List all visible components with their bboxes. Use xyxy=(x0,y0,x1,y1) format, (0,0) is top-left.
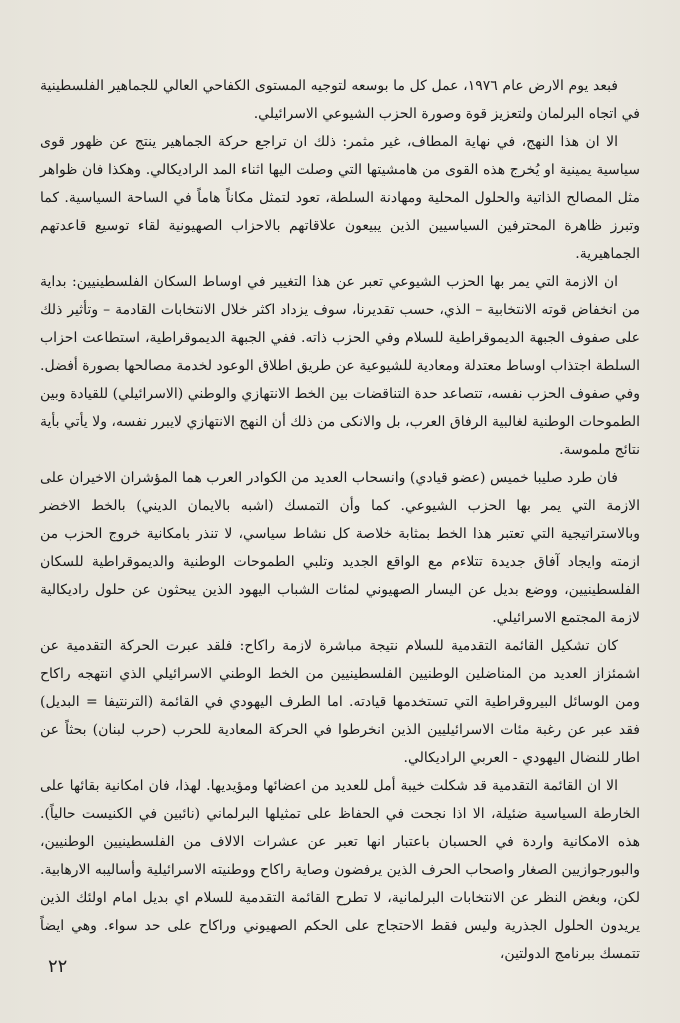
paragraph-1: فبعد يوم الارض عام ١٩٧٦، عمل كل ما بوسعه لتوجيه المستوى الكفاحي العالي للجماهير الفلسطينية في اتجاه البرلمان ولتعزيز قوة وصورة الحزب الشيوعي الاسرائيلي. xyxy=(40,78,640,122)
paragraph-4: فان طرد صليبا خميس (عضو قيادي) وانسحاب العديد من الكوادر العرب هما المؤشران الاخيران على الازمة التي يمر بها الحزب الشيوعي. كما وأن التمسك (اشبه بالايمان الديني) بالخط الاخضر وبالاستراتيجية التي تعتبر هذا الخط بمثابة خلاصة كل نشاط سياسي، لا تنذر بامكانية خروج الحزب من ازمته وايجاد آفاق جديدة تتلاءم مع الواقع الجديد وتلبي الطموحات الوطنية والديموقراطية للسكان الفلسطينيين، ووضع بديل عن اليسار الصهيوني لمئات الشباب اليهود الذين يبحثون عن حلول راديكالية لازمة المجتمع الاسرائيلي. xyxy=(40,470,640,626)
paragraph-3: ان الازمة التي يمر بها الحزب الشيوعي تعبر عن هذا التغيير في اوساط السكان الفلسطينيين: بداية من انخفاض قوته الانتخابية – الذي، حسب تقديرنا، سوف يزداد اكثر خلال الانتخابات القادمة – وتأثير ذلك على صفوف الجبهة الديموقراطية للسلام وفي الحزب ذاته. ففي الجبهة الديموقراطية، استطاعت احزاب السلطة اجتذاب اوساط معتدلة ومعادية للشيوعية عن طريق اطلاق الوعود لخدمة مصالحها بصورة أفضل. وفي صفوف الحزب نفسه، تتصاعد حدة التناقضات بين الخط الانتهازي والوطني (الاسرائيلي) للقيادة وبين الطموحات الوطنية لغالبية الرفاق العرب، بل والانكى من ذلك أن النهج الانتهازي لايبرر نفسه، ولا يأتي بأية نتائج ملموسة. xyxy=(40,274,640,458)
paragraph-2: الا ان هذا النهج، في نهاية المطاف، غير مثمر: ذلك ان تراجع حركة الجماهير ينتج عن ظهور قوى سياسية يمينية او يُخرج هذه القوى من هامشيتها التي وصلت اليها اثناء المد الراديكالي. وهكذا فان ظواهر مثل المصالح الذاتية والحلول المحلية ومهادنة السلطة، تعود لتمثل مكاناً هاماً في الساحة السياسية. كما وتبرز ظاهرة المحترفين السياسيين الذين يبيعون علاقاتهم بالاحزاب الصهيونية لقاء توسيع قاعدتهم الجماهيرية. xyxy=(40,134,640,262)
body-text xyxy=(40,72,640,968)
paragraph-6: الا ان القائمة التقدمية قد شكلت خيبة أمل للعديد من اعضائها ومؤيديها. لهذا، فان امكانية بقائها على الخارطة السياسية ضئيلة، الا اذا نجحت في الحفاظ على تمثيلها البرلماني (نائبين في الكنيست حالياً). هذه الامكانية واردة في الحسبان باعتبار انها تعبر عن عشرات الالاف من الفلسطينيين الوطنيين، والبورجوازيين الصغار واصحاب الحرف الذين يرفضون وصاية راكاح ووطنيته الاسرائيلية وأساليبه الارهابية. لكن، وبغض النظر عن الانتخابات البرلمانية، لا تطرح القائمة التقدمية للسلام اي بديل امام اولئك الذين يريدون الحلول الجذرية وليس فقط الاحتجاج على الحكم الصهيوني وراكاح على حد سواء. وهي ايضاً تتمسك ببرنامج الدولتين، xyxy=(40,778,640,962)
page-number: ٢٢ xyxy=(48,956,68,977)
paragraph-5: كان تشكيل القائمة التقدمية للسلام نتيجة مباشرة لازمة راكاح: فلقد عبرت الحركة التقدمية عن اشمئزاز العديد من المناضلين الوطنيين الفلسطينيين من الخط الوطني الاسرائيلي الذي انتهجه راكاح ومن الوسائل البيروقراطية التي تستخدمها قيادته. اما الطرف اليهودي في القائمة (الترنتيفا = البديل) فقد عبر عن رغبة مئات الاسرائيليين الذين انخرطوا في الحركة المعادية للحرب (حرب لبنان) بحثاً عن اطار للنضال اليهودي - العربي الراديكالي. xyxy=(40,638,640,766)
